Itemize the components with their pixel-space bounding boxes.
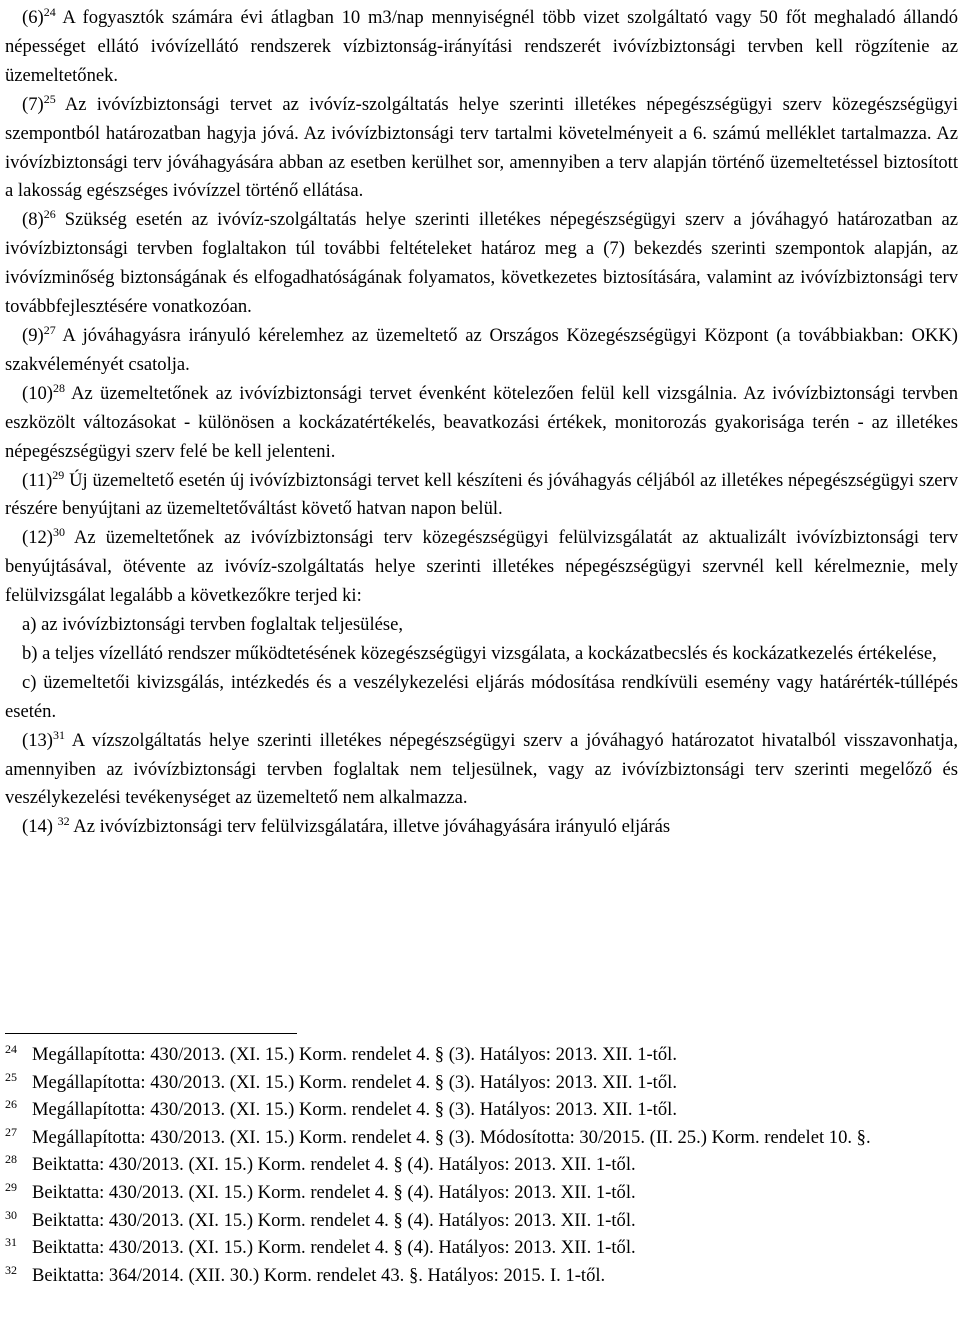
paragraph-number: (12) (22, 527, 53, 549)
paragraph-10 (5, 380, 958, 467)
footnote: 27 Megállapította: 430/2013. (XI. 15.) Korm. rendelet 4. § (3). Módosította: 30/2015. (II. 25.) Korm. rendelet 10. §. (5, 1124, 871, 1148)
footnote-ref: 32 (57, 814, 70, 829)
footnote: 26 Megállapította: 430/2013. (XI. 15.) Korm. rendelet 4. § (3). Hatályos: 2013. XII. 1-től. (5, 1097, 677, 1121)
paragraph-9 (5, 322, 958, 380)
paragraph-text: Az üzemeltetőnek az ivóvízbiztonsági terv közegészségügyi felülvizsgálatát az aktualizált ivóvízbiztonsági terv benyújtásával, ötévente az ivóvíz-szolgáltatás helye szerinti illetékes népegészségügyi szervnél kell kérelmeznie, mely felülvizsgálat legalább a következőkre terjed ki: (5, 527, 958, 607)
paragraph-number: (13) (22, 729, 53, 751)
paragraph-7 (5, 91, 958, 207)
footnote-text: Beiktatta: 430/2013. (XI. 15.) Korm. rendelet 4. § (4). Hatályos: 2013. XII. 1-től. (32, 1154, 636, 1176)
footnote-text: Beiktatta: 364/2014. (XII. 30.) Korm. rendelet 43. §. Hatályos: 2015. I. 1-től. (32, 1264, 606, 1286)
footnote-text: Beiktatta: 430/2013. (XI. 15.) Korm. rendelet 4. § (4). Hatályos: 2013. XII. 1-től. (32, 1209, 636, 1231)
paragraph-text: A fogyasztók számára évi átlagban 10 m3/nap mennyiségnél több vizet szolgáltató vagy 50 főt meghaladó állandó népességet ellátó ivóvízellátó rendszerek vízbiztonság-irányítási rendszerét ivóvízbiztonsági tervben kell rögzítenie az üzemeltetőnek. (5, 7, 958, 86)
footnote-ref: 27 (43, 322, 56, 337)
footnote: 31 Beiktatta: 430/2013. (XI. 15.) Korm. rendelet 4. § (4). Hatályos: 2013. XII. 1-től. (5, 1235, 636, 1259)
paragraph-number: (14) (22, 816, 58, 838)
paragraph-number: (6) (22, 7, 44, 28)
footnote-ref: 29 (52, 467, 65, 482)
footnote-ref: 28 (52, 380, 65, 395)
paragraph-8 (5, 206, 958, 322)
footnotes (5, 1041, 958, 1289)
footnote: 32 Beiktatta: 364/2014. (XII. 30.) Korm. rendelet 43. §. Hatályos: 2015. I. 1-től. (5, 1262, 606, 1286)
footnote: 30 Beiktatta: 430/2013. (XI. 15.) Korm. rendelet 4. § (4). Hatályos: 2013. XII. 1-től. (5, 1207, 636, 1231)
paragraph-11 (5, 467, 958, 525)
paragraph-text: Az ivóvízbiztonsági tervet az ivóvíz-szolgáltatás helye szerinti illetékes népegészségügyi szerv közegészségügyi szempontból határozatban hagyja jóvá. Az ivóvízbiztonsági terv tartalmi követelményeit a 6. számú melléklet tartalmazza. Az ivóvízbiztonsági terv jóváhagyására abban az esetben kerülhet sor, amennyiben a terv alapján történő üzemeltetéssel biztosított a lakosság egészséges ivóvízzel történő ellátása. (5, 93, 958, 202)
footnote-ref: 30 (52, 525, 65, 540)
footnote-text: Megállapította: 430/2013. (XI. 15.) Korm. rendelet 4. § (3). Hatályos: 2013. XII. 1-től. (32, 1044, 677, 1065)
body-text (5, 4, 958, 842)
footnote-text: Megállapította: 430/2013. (XI. 15.) Korm. rendelet 4. § (3). Módosította: 30/2015. (II. 25.) Korm. rendelet 10. §. (32, 1126, 871, 1148)
paragraph-12 (5, 524, 958, 611)
list-item-text: a) az ivóvízbiztonsági tervben foglaltak teljesülése, (22, 614, 404, 636)
paragraph-number: (10) (22, 382, 53, 404)
list-item-a (5, 611, 958, 640)
paragraph-number: (9) (22, 324, 44, 346)
footnote: 25 Megállapította: 430/2013. (XI. 15.) Korm. rendelet 4. § (3). Hatályos: 2013. XII. 1-től. (5, 1069, 677, 1093)
footnote-ref: 31 (52, 727, 65, 742)
footnote: 29 Beiktatta: 430/2013. (XI. 15.) Korm. rendelet 4. § (4). Hatályos: 2013. XII. 1-től. (5, 1179, 636, 1203)
paragraph-14 (5, 813, 958, 842)
paragraph-number: (11) (22, 469, 53, 491)
paragraph-number: (7) (22, 93, 44, 115)
list-item-text: c) üzemeltetői kivizsgálás, intézkedés és a veszélykezelési eljárás módosítása rendkívüli esemény vagy határérték-túllépés esetén. (5, 671, 958, 722)
footnote: 28 Beiktatta: 430/2013. (XI. 15.) Korm. rendelet 4. § (4). Hatályos: 2013. XII. 1-től. (5, 1152, 636, 1176)
paragraph-text: Az ivóvízbiztonsági terv felülvizsgálatára, illetve jóváhagyására irányuló eljárás (69, 816, 671, 838)
footnote-ref: 24 (43, 5, 56, 19)
paragraph-text: A vízszolgáltatás helye szerinti illetékes népegészségügyi szerv a jóváhagyó határozatot hivatalból visszavonhatja, amennyiben az ivóvízbiztonsági tervben foglaltak nem teljesülnek, vagy az ivóvízbiztonsági terv szerinti megelőző és veszélykezelési tevékenységet az üzemeltető nem alkalmazza. (5, 729, 958, 809)
footnote-text: Megállapította: 430/2013. (XI. 15.) Korm. rendelet 4. § (3). Hatályos: 2013. XII. 1-től. (32, 1071, 677, 1093)
paragraph-13 (5, 727, 958, 814)
paragraph-text: Új üzemeltető esetén új ivóvízbiztonsági tervet kell készíteni és jóváhagyás céljából az illetékes népegészségügyi szerv részére benyújtani az üzemeltetőváltást követő hatvan napon belül. (5, 469, 958, 520)
list-item-text: b) a teljes vízellátó rendszer működtetésének közegészségügyi vizsgálata, a kockázatbecslés és kockázatkezelés értékelése, (22, 642, 937, 664)
footnote-text: Beiktatta: 430/2013. (XI. 15.) Korm. rendelet 4. § (4). Hatályos: 2013. XII. 1-től. (32, 1237, 636, 1259)
footnote: 24 Megállapította: 430/2013. (XI. 15.) Korm. rendelet 4. § (3). Hatályos: 2013. XII. 1-től. (5, 1042, 677, 1065)
footnote-ref: 26 (43, 207, 56, 222)
paragraph-number: (8) (22, 209, 44, 231)
paragraph-text: A jóváhagyásra irányuló kérelemhez az üzemeltető az Országos Közegészségügyi Központ (a továbbiakban: OKK) szakvéleményét csatolja. (5, 324, 958, 375)
paragraph-text: Az üzemeltetőnek az ivóvízbiztonsági tervet évenként kötelezően felül kell vizsgálnia. Az ivóvízbiztonsági tervben eszközölt változásokat - különösen a kockázatértékelés, beavatkozási értékek, monitorozás gyakorisága terén - az illetékes népegészségügyi szerv felé be kell jelenteni. (5, 382, 958, 462)
list-item-b (5, 640, 958, 669)
paragraph-text: Szükség esetén az ivóvíz-szolgáltatás helye szerinti illetékes népegészségügyi szerv a jóváhagyó határozatban az ivóvízbiztonsági tervben foglaltakon túl további feltételeket határoz meg a (7) bekezdés szerinti szempontok alapján, az ivóvízminőség biztonságának és elfogadhatóságának folyamatos, következetes biztosítására, valamint az ivóvízbiztonsági terv továbbfejlesztésére vonatkozóan. (5, 209, 958, 318)
paragraph-6 (5, 4, 958, 91)
footnote-text: Beiktatta: 430/2013. (XI. 15.) Korm. rendelet 4. § (4). Hatályos: 2013. XII. 1-től. (32, 1181, 636, 1203)
footnote-ref: 25 (43, 91, 56, 106)
list-item-c (5, 669, 958, 727)
footnote-separator (5, 1033, 297, 1034)
footnote-text: Megállapította: 430/2013. (XI. 15.) Korm. rendelet 4. § (3). Hatályos: 2013. XII. 1-től. (32, 1099, 677, 1121)
